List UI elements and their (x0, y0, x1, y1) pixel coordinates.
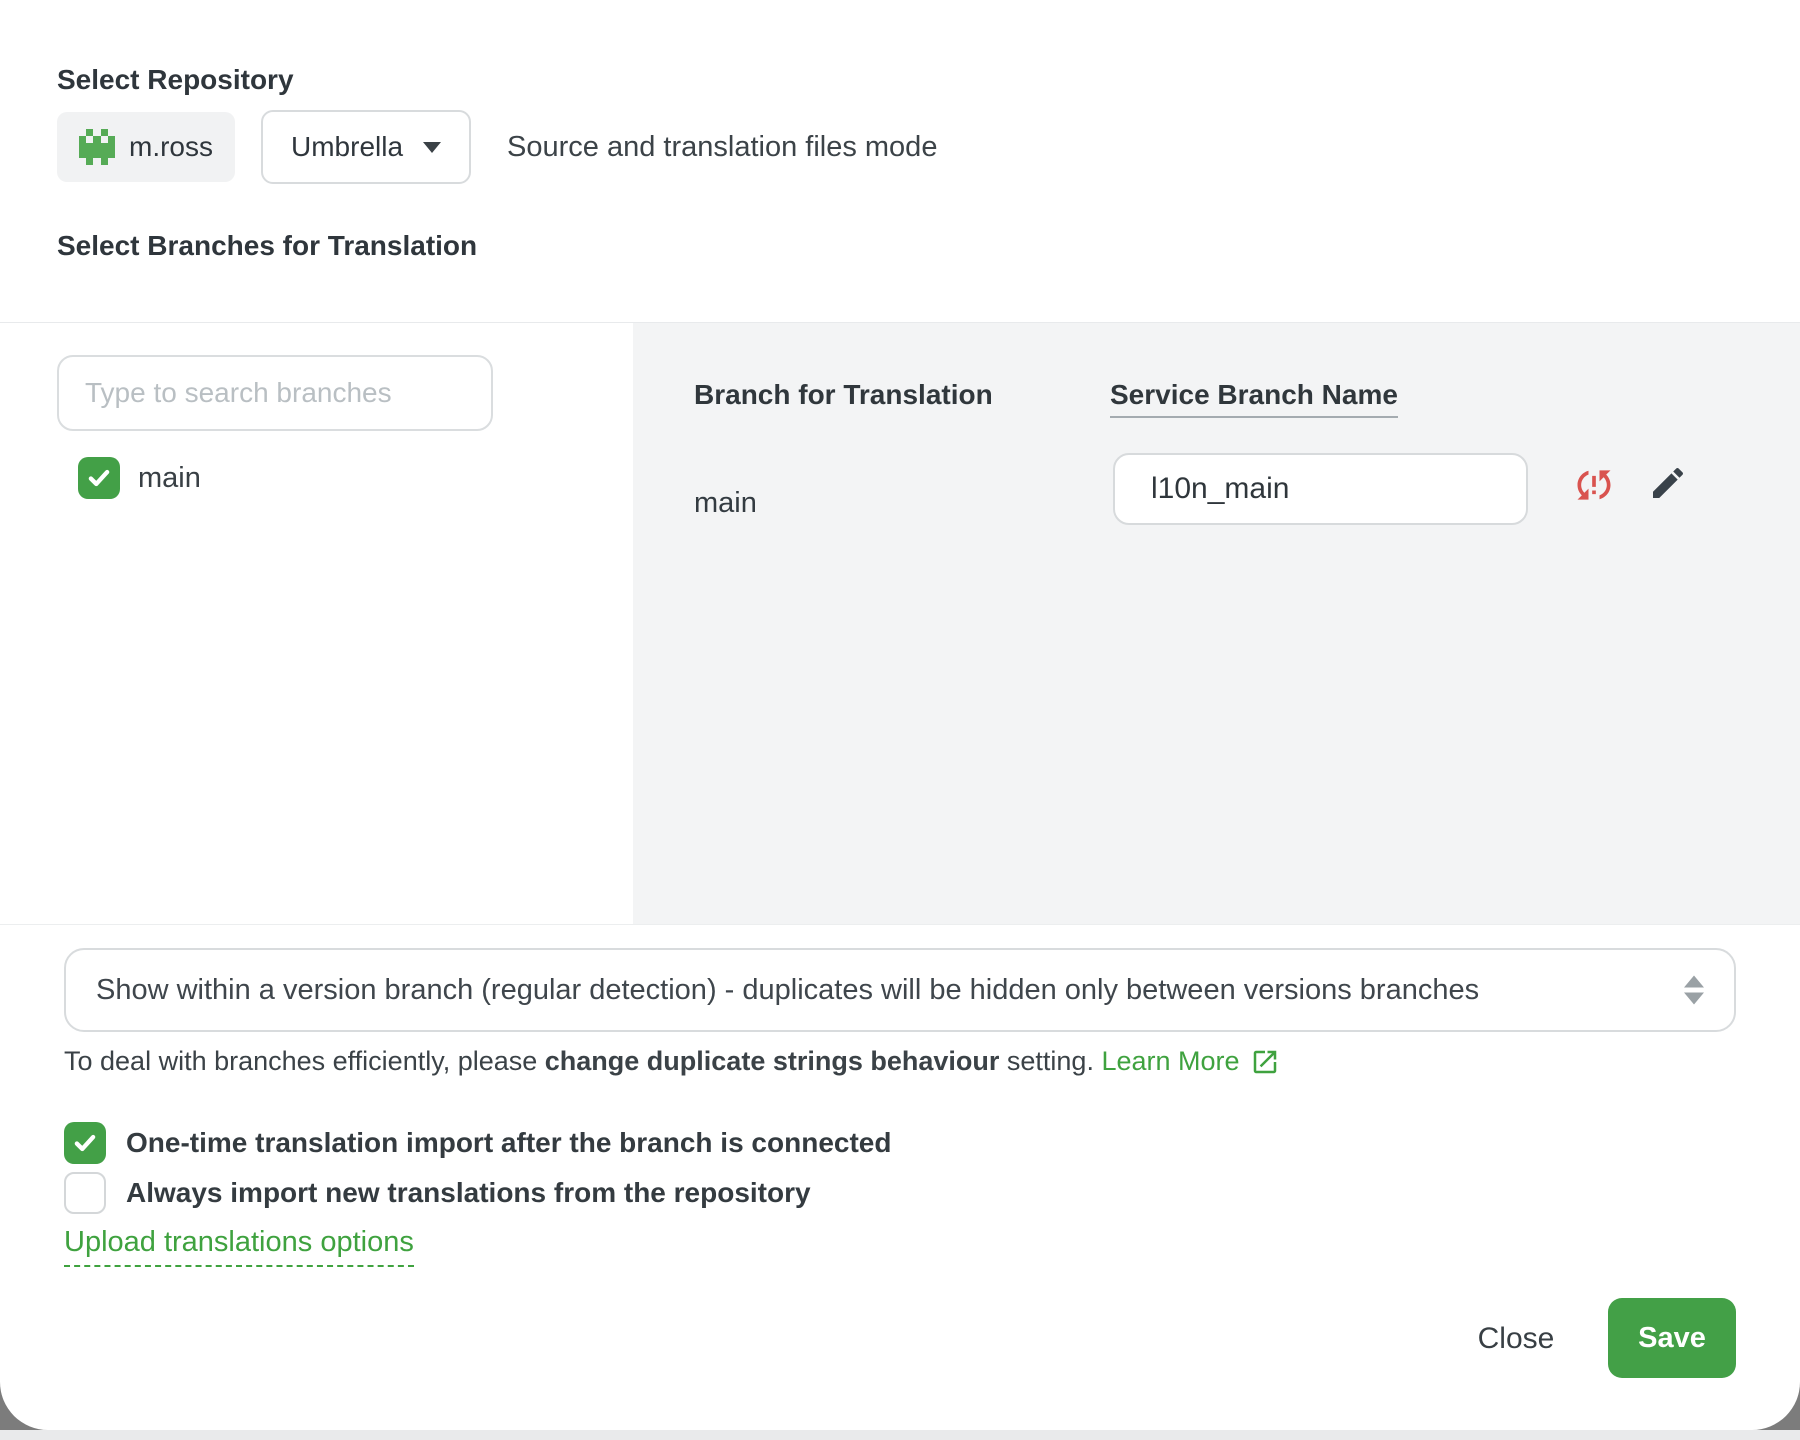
column-header-service-branch: Service Branch Name (1110, 379, 1398, 418)
one-time-import-row (64, 1122, 891, 1164)
chevron-down-icon (423, 142, 441, 153)
check-icon (86, 465, 112, 491)
select-repository-title: Select Repository (57, 64, 294, 95)
upload-translations-options-link[interactable]: Upload translations options (64, 1226, 414, 1267)
repository-avatar (79, 129, 115, 165)
repository-chip[interactable] (57, 112, 235, 182)
always-import-checkbox[interactable] (64, 1172, 106, 1214)
duplicate-strings-selected-option: Show within a version branch (regular detection) - duplicates will be hidden only between versions branches (96, 973, 1480, 1006)
files-mode-label: Source and translation files mode (507, 130, 938, 163)
save-button[interactable]: Save (1608, 1298, 1736, 1378)
branch-search-input[interactable] (57, 355, 493, 431)
one-time-import-checkbox[interactable] (64, 1122, 106, 1164)
select-branches-title: Select Branches for Translation (57, 230, 478, 261)
branch-checkbox-main[interactable] (78, 457, 120, 499)
repository-select-dropdown[interactable] (261, 110, 471, 184)
helper-suffix: setting. (999, 1046, 1102, 1076)
branch-item-label: main (138, 461, 201, 494)
duplicate-strings-select[interactable] (64, 948, 1736, 1032)
repository-select-value: Umbrella (291, 131, 404, 162)
close-button[interactable]: Close (1456, 1300, 1576, 1378)
helper-prefix: To deal with branches efficiently, please (64, 1046, 545, 1076)
duplicates-helper-text (64, 1046, 1280, 1077)
always-import-row (64, 1172, 811, 1214)
service-branch-name-input[interactable] (1113, 453, 1528, 525)
repository-row (57, 112, 937, 182)
sync-problem-icon (1572, 463, 1616, 507)
table-row-branch-name: main (694, 487, 757, 519)
learn-more-label: Learn More (1101, 1046, 1240, 1076)
one-time-import-label: One-time translation import after the branch is connected (126, 1127, 892, 1158)
sync-problem-button[interactable] (1572, 463, 1616, 507)
select-updown-icon (1684, 976, 1704, 1005)
edit-branch-name-button[interactable] (1648, 463, 1688, 503)
external-link-icon (1250, 1047, 1280, 1077)
branch-list-item (78, 457, 201, 499)
helper-bold: change duplicate strings behaviour (544, 1046, 1000, 1076)
repository-name: m.ross (129, 131, 213, 162)
check-icon (72, 1130, 98, 1156)
learn-more-link[interactable] (1101, 1046, 1279, 1077)
pencil-icon (1648, 463, 1688, 503)
always-import-label: Always import new translations from the repository (126, 1177, 811, 1208)
column-header-branch: Branch for Translation (694, 379, 993, 410)
branches-panel (0, 322, 1800, 925)
